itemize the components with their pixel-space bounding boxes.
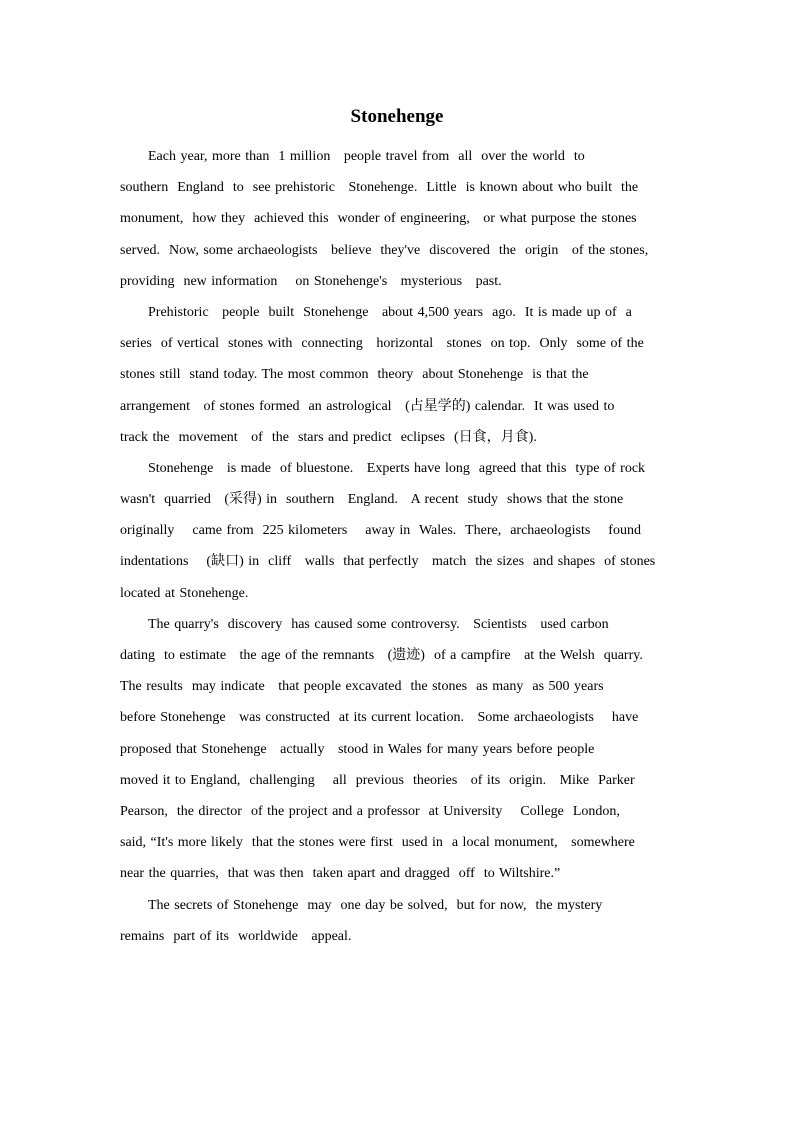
text-line: Prehistoric people built Stonehenge about 4,500 years ago. It is made up of a [148, 304, 632, 320]
text-line: remains part of its worldwide appeal. [120, 928, 352, 944]
text-line: series of vertical stones with connecting horizontal stones on top. Only some of the [120, 336, 644, 352]
text-line: providing new information on Stonehenge's mysterious past. [120, 273, 502, 289]
article-body [120, 141, 672, 952]
text-line: said, “It's more likely that the stones were first used in a local monument, somewhere [120, 835, 635, 851]
paragraph [120, 297, 672, 453]
text-line: Stonehenge is made of bluestone. Experts have long agreed that this type of rock [148, 460, 646, 476]
text-line: Pearson, the director of the project and a professor at University College London, [120, 803, 620, 819]
text-line: proposed that Stonehenge actually stood in Wales for many years before people [120, 741, 595, 757]
text-line: served. Now, some archaeologists believe they've discovered the origin of the stones, [120, 242, 649, 258]
text-line: The secrets of Stonehenge may one day be solved, but for now, the mystery [148, 897, 603, 913]
text-line: Each year, more than 1 million people travel from all over the world to [148, 149, 585, 164]
text-line: stones still stand today. The most common theory about Stonehenge is that the [120, 367, 589, 383]
text-line: wasn't quarried (采得) in southern England. A recent study shows that the stone [120, 492, 624, 508]
text-line: southern England to see prehistoric Stonehenge. Little is known about who built the [120, 180, 639, 196]
text-line: indentations (缺口) in cliff walls that perfectly match the sizes and shapes of stones [120, 554, 656, 570]
text-line: track the movement of the stars and predict eclipses (日食，月食). [120, 429, 537, 445]
text-line: arrangement of stones formed an astrological (占星学的) calendar. It was used to [120, 398, 615, 414]
paragraph [120, 141, 672, 297]
text-line: The results may indicate that people excavated the stones as many as 500 years [120, 679, 604, 695]
paragraph [120, 890, 672, 952]
text-line: monument, how they achieved this wonder of engineering, or what purpose the stones [120, 211, 637, 227]
text-line: dating to estimate the age of the remnants (遗迹) of a campfire at the Welsh quarry. [120, 648, 643, 663]
document-title: Stonehenge [350, 106, 444, 127]
text-line: The quarry's discovery has caused some controversy. Scientists used carbon [148, 616, 609, 632]
text-line: moved it to England, challenging all previous theories of its origin. Mike Parker [120, 772, 635, 788]
paragraph [120, 453, 672, 609]
text-line: originally came from 225 kilometers away in Wales. There, archaeologists found [120, 523, 641, 539]
text-line: before Stonehenge was constructed at its current location. Some archaeologists have [120, 710, 639, 726]
text-line: located at Stonehenge. [120, 585, 249, 601]
paragraph [120, 609, 672, 890]
text-line: near the quarries, that was then taken apart and dragged off to Wiltshire.” [120, 866, 561, 882]
